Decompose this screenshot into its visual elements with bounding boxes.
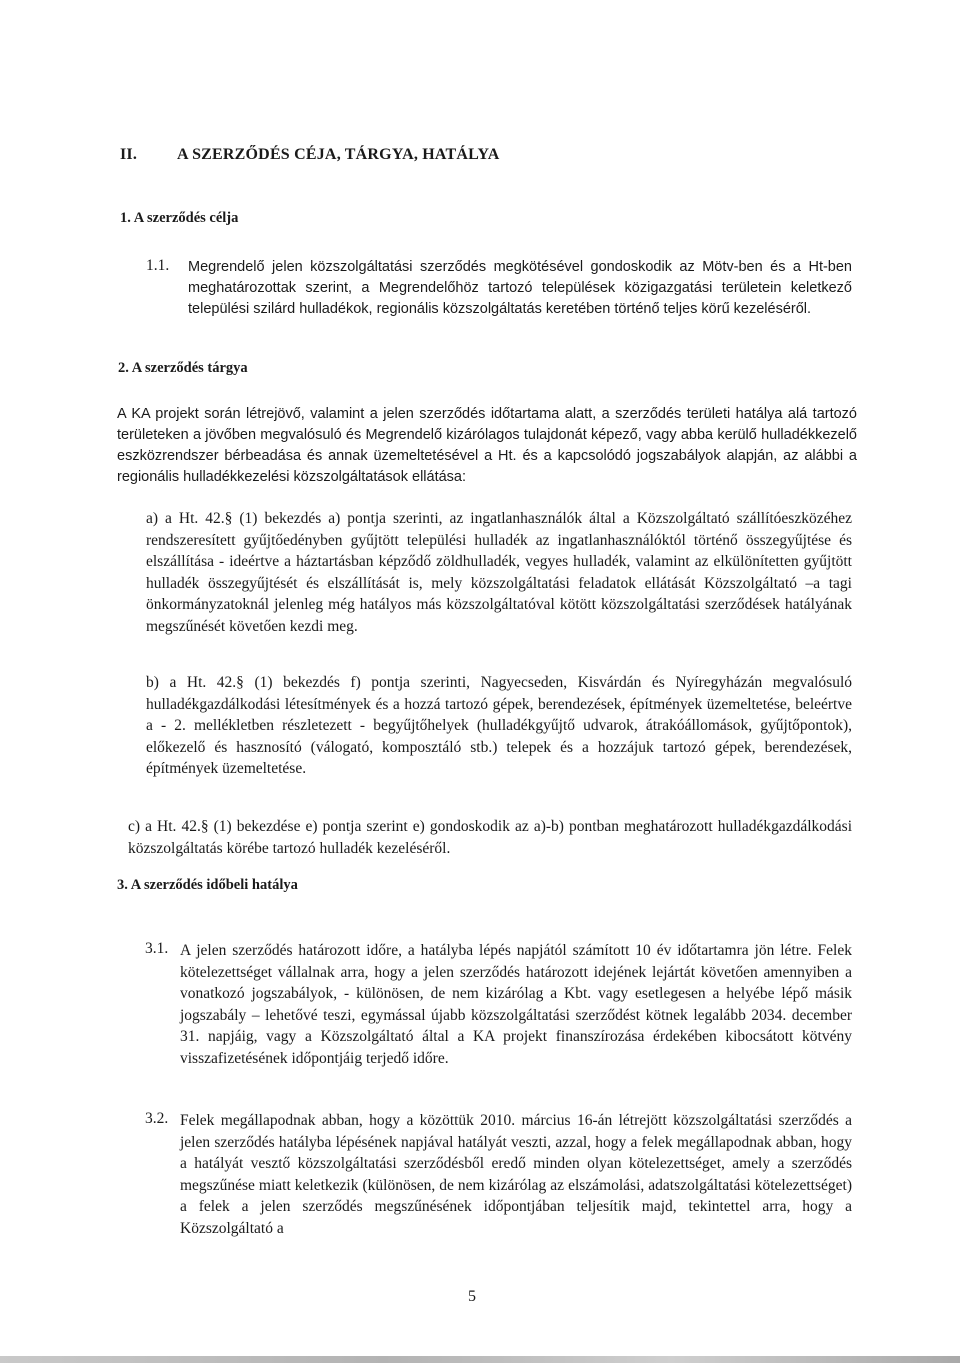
heading-szerzodes-celja: 1. A szerződés célja (120, 210, 239, 226)
heading-szerzodes-targya: 2. A szerződés tárgya (118, 360, 248, 376)
paragraph-number-3-2: 3.2. (145, 1110, 169, 1127)
scan-edge-bar (0, 1356, 960, 1363)
page-number: 5 (468, 1288, 476, 1305)
paragraph-1-1: Megrendelő jelen közszolgáltatási szerződés megkötésével gondoskodik az Mötv-ben és a Ht-ben meghatározottak szerint, a Megrendelőhöz tartozó települések közigazgatási területein keletkező települési szilárd hulladékok, regionális közszolgáltatás keretében történő teljes körű kezeléséről. (188, 259, 852, 317)
paragraph-2-intro: A KA projekt során létrejövő, valamint a jelen szerződés időtartama alatt, a szerződés területi hatálya alá tartozó területeken a jövőben megvalósuló és Megrendelő kizárólagos tulajdonát képező, vagy abba kerülő hulladékkezelő eszközrendszer bérbeadása és annak üzemeltetésével a Ht. és a kapcsolódó jogszabályok alapján, az alábbi a regionális hulladékkezelési közszolgáltatások ellátása: (117, 406, 857, 485)
list-item-b: b) a Ht. 42.§ (1) bekezdés f) pontja szerinti, Nagyecseden, Kisvárdán és Nyíregyházán megvalósuló hulladékgazdálkodási létesítmények és a hozzá tartozó gépek, berendezések, építmények üzemeltetése, beleértve a - 2. mellékletben részletezett - begyűjtőhelyek (hulladékgyűjtő udvarok, átrakóállomások, gyűjtőpontok), előkezelő és hasznosító (válogató, komposztáló stb.) telepek és a hozzájuk tartozó gépek, berendezések, építmények üzemeltetése. (146, 674, 852, 777)
section-number: II. (120, 146, 138, 163)
paragraph-3-1: A jelen szerződés határozott időre, a hatályba lépés napjától számított 10 év időtartamra jön létre. Felek kötelezettséget vállalnak arra, hogy a jelen szerződés határozott idejének lejártát követően amennyiben a vonatkozó jogszabályok, - különösen, de nem kizárólag a Kbt. vagy esetlegesen a helyébe lépő másik jogszabály – lehetővé teszi, egymással újabb közszolgáltatási szerződést kötnek legalább 2034. december 31. napjáig, vagy a Közszolgáltató által a KA projekt finanszírozása érdekében kibocsátott kötvény visszafizetésének időpontjáig terjedő időre. (180, 942, 852, 1067)
section-title: A SZERZŐDÉS CÉJA, TÁRGYA, HATÁLYA (177, 146, 500, 163)
heading-idobeli-hatalya: 3. A szerződés időbeli hatálya (117, 877, 298, 893)
list-item-a: a) a Ht. 42.§ (1) bekezdés a) pontja szerinti, az ingatlanhasználók által a Közszolgáltató szállítóeszközéhez rendszeresített gyűjtőedényben gyűjtött települési hulladék az ingatlanhasználóktól történő összegyűjtése és elszállítása - ideértve a háztartásban képződő zöldhulladék, vegyes hulladék, valamint az elkülönítetten gyűjtött hulladék összegyűjtését és elszállítását is, mely közszolgáltatási feladatok ellátását Közszolgáltató –a tagi önkormányzatoknál jelenleg még hatályos más közszolgáltatóval kötött közszolgáltatási szerződések hatályának megszűnését követően kezdi meg. (146, 510, 852, 635)
paragraph-number-3-1: 3.1. (145, 940, 169, 957)
list-item-c: c) a Ht. 42.§ (1) bekezdése e) pontja szerint e) gondoskodik az a)-b) pontban meghatározott hulladékgazdálkodási közszolgáltatás körébe tartozó hulladék kezeléséről. (128, 818, 852, 857)
paragraph-3-2: Felek megállapodnak abban, hogy a közöttük 2010. március 16-án létrejött közszolgáltatási szerződés a jelen szerződés hatályba lépésének napjával hatályát veszti, azzal, hogy a felek megállapodnak abban, hogy a hatályát vesztő közszolgáltatási szerződésből eredő minden olyan kötelezettséget, amely a szerződés megszűnése miatt keletkezik (különösen, de nem kizárólag az elszámolási, adatszolgáltatási kötelezettséget) a felek a jelen szerződés megszűnésének időpontjában teljesítik majd, tekintettel arra, hogy a Közszolgáltató a (180, 1112, 852, 1237)
paragraph-number-1-1: 1.1. (146, 257, 170, 274)
